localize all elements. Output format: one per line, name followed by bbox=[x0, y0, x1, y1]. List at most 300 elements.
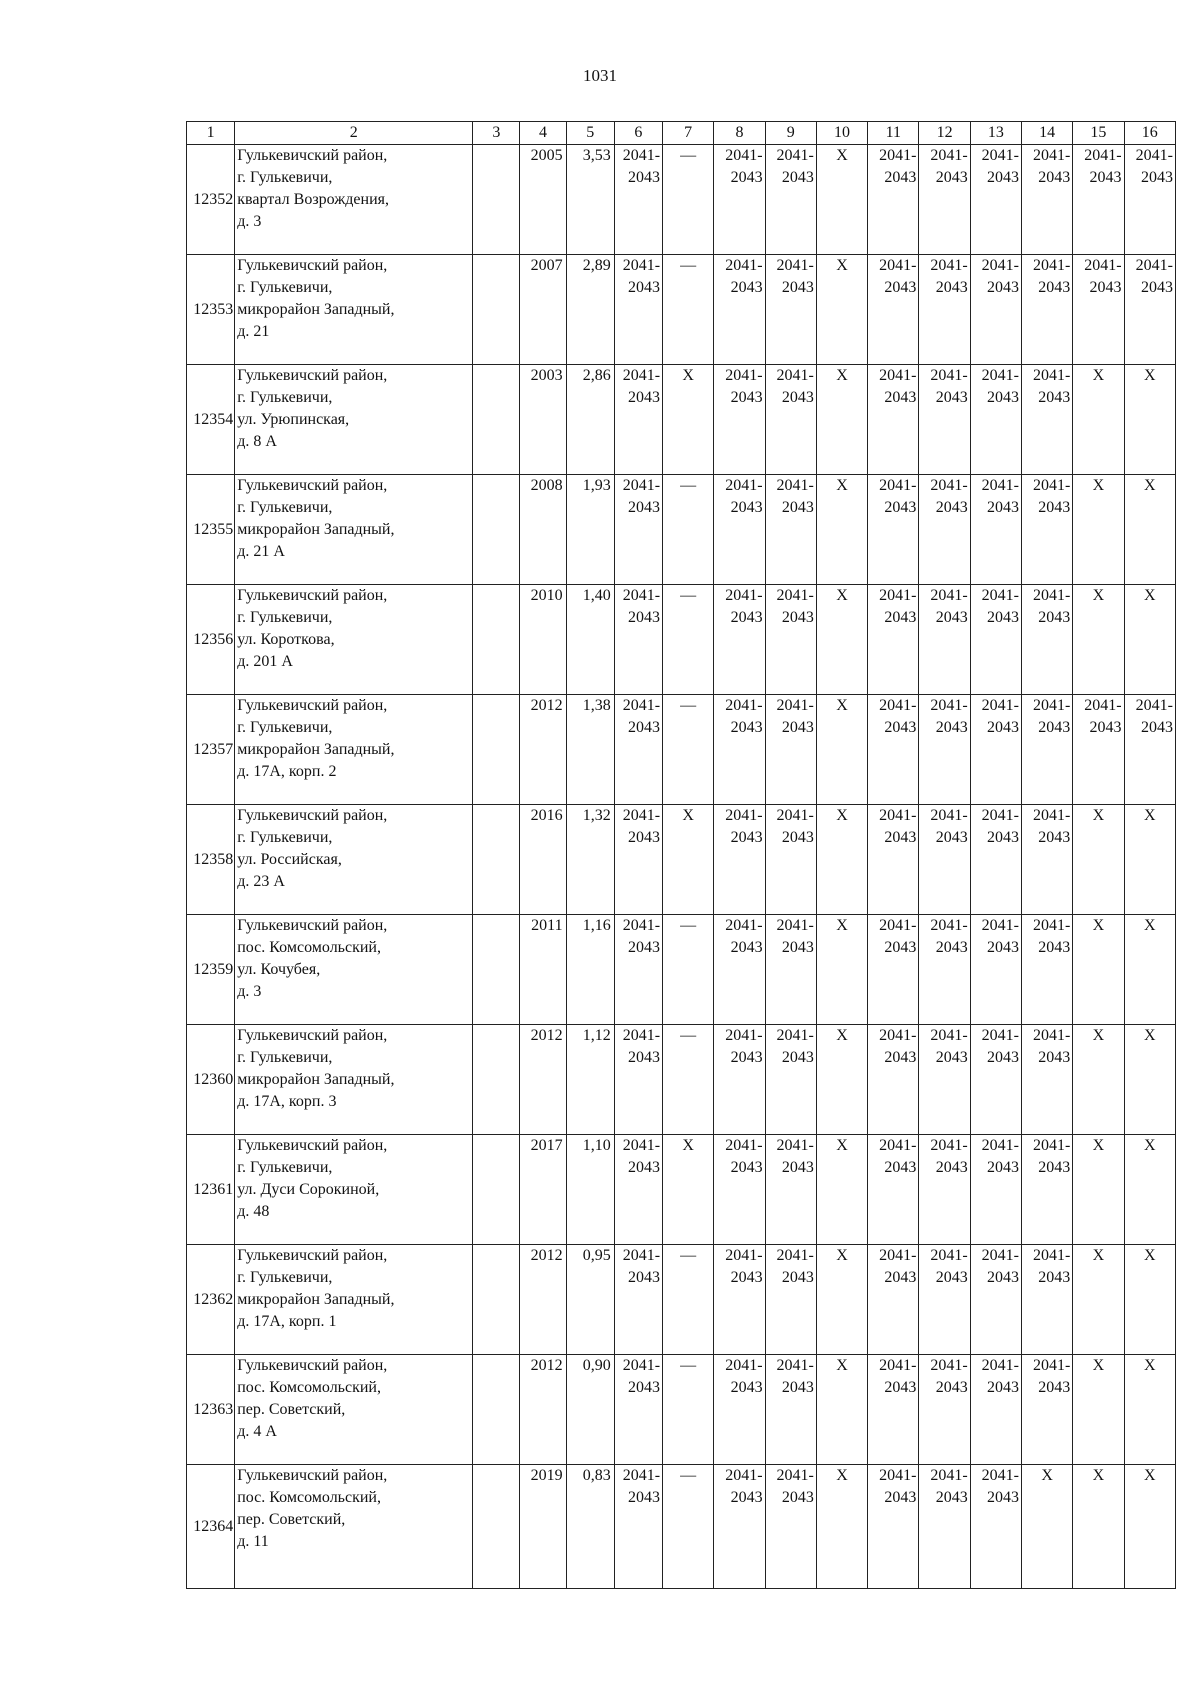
table-row bbox=[187, 1135, 1176, 1245]
column-7-cell bbox=[663, 1025, 714, 1135]
cell-line-1: 2041- bbox=[879, 477, 917, 494]
cell-line-2: 2043 bbox=[884, 169, 917, 186]
cell-line-2: 2043 bbox=[986, 1159, 1019, 1176]
cell-line-1: 2041- bbox=[1032, 917, 1071, 934]
address-line: ул. Дуси Сорокиной, bbox=[237, 1181, 380, 1198]
cell-line-2: 2043 bbox=[935, 939, 968, 956]
column-9-cell bbox=[765, 1355, 816, 1465]
column-header-4: 4 bbox=[520, 122, 566, 145]
column-12-cell bbox=[919, 805, 970, 915]
cell-line-1: 2041- bbox=[1032, 1027, 1071, 1044]
column-header-11: 11 bbox=[868, 122, 919, 145]
cell-line-2: 2043 bbox=[935, 169, 968, 186]
column-11-cell bbox=[868, 365, 919, 475]
column-3-cell bbox=[473, 1465, 520, 1589]
cell-line-2: 2043 bbox=[935, 1049, 968, 1066]
column-8-cell bbox=[714, 915, 765, 1025]
cell-line-1: 2041- bbox=[930, 147, 968, 164]
column-8-cell bbox=[714, 365, 765, 475]
cell-line-1: 2041- bbox=[879, 257, 917, 274]
column-7-cell bbox=[663, 585, 714, 695]
address-line: д. 4 А bbox=[237, 1423, 277, 1440]
cell-line-2: 2043 bbox=[781, 1159, 814, 1176]
cell-line-1: 2041- bbox=[1032, 1137, 1071, 1154]
column-14-cell bbox=[1021, 695, 1072, 805]
address-cell bbox=[235, 1135, 473, 1245]
column-header-12: 12 bbox=[919, 122, 970, 145]
cell-line-2: 2043 bbox=[781, 389, 814, 406]
cell-line-1: 2041- bbox=[622, 477, 661, 494]
address-line: г. Гулькевичи, bbox=[237, 1269, 333, 1286]
cell-line-1: X bbox=[836, 477, 848, 494]
cell-line-2: 2043 bbox=[1038, 829, 1071, 846]
cell-line-1: 2041- bbox=[776, 917, 814, 934]
cell-line-1: 2041- bbox=[981, 1027, 1019, 1044]
column-13-cell bbox=[970, 145, 1021, 255]
address-cell bbox=[235, 365, 473, 475]
column-8-cell bbox=[714, 145, 765, 255]
column-15-cell bbox=[1073, 1355, 1124, 1465]
cell-line-2: 2043 bbox=[628, 1379, 661, 1396]
column-14-cell bbox=[1021, 1245, 1072, 1355]
address-line: г. Гулькевичи, bbox=[237, 829, 333, 846]
table-row bbox=[187, 365, 1176, 475]
cell-line-1: 2041- bbox=[776, 477, 814, 494]
address-line: г. Гулькевичи, bbox=[237, 1049, 333, 1066]
column-6-cell bbox=[614, 695, 662, 805]
column-header-10: 10 bbox=[816, 122, 867, 145]
cell-line-2: 2043 bbox=[628, 279, 661, 296]
year-cell: 2008 bbox=[520, 475, 566, 585]
cell-line-1: 2041- bbox=[776, 1247, 814, 1264]
cell-line-1: X bbox=[836, 917, 848, 934]
column-12-cell bbox=[919, 1245, 970, 1355]
cell-line-1: X bbox=[1092, 807, 1105, 824]
year-cell: 2003 bbox=[520, 365, 566, 475]
address-line: Гулькевичский район, bbox=[237, 807, 388, 824]
address-line: пос. Комсомольский, bbox=[237, 1379, 381, 1396]
cell-line-1: 2041- bbox=[930, 587, 968, 604]
column-6-cell bbox=[614, 475, 662, 585]
row-id-cell: 12359 bbox=[187, 915, 235, 1025]
cell-line-1: 2041- bbox=[981, 587, 1019, 604]
column-14-cell bbox=[1021, 255, 1072, 365]
address-line: д. 17А, корп. 2 bbox=[237, 763, 337, 780]
cell-line-1: 2041- bbox=[725, 1247, 763, 1264]
cell-line-2: 2043 bbox=[884, 1269, 917, 1286]
column-6-cell bbox=[614, 1355, 662, 1465]
cell-line-1: X bbox=[1092, 1247, 1105, 1264]
address-cell bbox=[235, 915, 473, 1025]
cell-line-1: 2041- bbox=[622, 1137, 661, 1154]
value-cell: 1,12 bbox=[566, 1025, 614, 1135]
row-id-cell: 12354 bbox=[187, 365, 235, 475]
column-10-cell bbox=[816, 805, 867, 915]
cell-line-1: — bbox=[680, 1247, 697, 1264]
cell-line-2: 2043 bbox=[884, 939, 917, 956]
cell-line-1: 2041- bbox=[622, 917, 661, 934]
cell-line-1: X bbox=[1143, 1357, 1156, 1374]
column-11-cell bbox=[868, 1465, 919, 1589]
column-11-cell bbox=[868, 695, 919, 805]
column-14-cell bbox=[1021, 915, 1072, 1025]
address-line: ул. Российская, bbox=[237, 851, 342, 868]
cell-line-1: 2041- bbox=[930, 1137, 968, 1154]
year-cell: 2007 bbox=[520, 255, 566, 365]
cell-line-2: 2043 bbox=[781, 499, 814, 516]
cell-line-1: X bbox=[1143, 1027, 1156, 1044]
column-6-cell bbox=[614, 145, 662, 255]
column-11-cell bbox=[868, 805, 919, 915]
cell-line-1: 2041- bbox=[981, 477, 1019, 494]
table-row bbox=[187, 255, 1176, 365]
address-line: микрорайон Западный, bbox=[237, 741, 395, 758]
address-line: Гулькевичский район, bbox=[237, 1027, 388, 1044]
cell-line-2: 2043 bbox=[730, 169, 763, 186]
address-line: пер. Советский, bbox=[237, 1511, 346, 1528]
column-3-cell bbox=[473, 475, 520, 585]
column-13-cell bbox=[970, 915, 1021, 1025]
cell-line-2: 2043 bbox=[884, 279, 917, 296]
column-11-cell bbox=[868, 475, 919, 585]
column-6-cell bbox=[614, 915, 662, 1025]
cell-line-2: 2043 bbox=[884, 499, 917, 516]
cell-line-1: 2041- bbox=[981, 257, 1019, 274]
column-15-cell bbox=[1073, 585, 1124, 695]
column-14-cell bbox=[1021, 1135, 1072, 1245]
cell-line-2: 2043 bbox=[781, 169, 814, 186]
column-10-cell bbox=[816, 1135, 867, 1245]
cell-line-1: 2041- bbox=[1084, 257, 1122, 274]
column-15-cell bbox=[1073, 1465, 1124, 1589]
cell-line-1: 2041- bbox=[930, 1247, 968, 1264]
address-line: Гулькевичский район, bbox=[237, 1357, 388, 1374]
year-cell: 2012 bbox=[520, 1245, 566, 1355]
column-14-cell bbox=[1021, 1355, 1072, 1465]
column-header-9: 9 bbox=[765, 122, 816, 145]
column-7-cell bbox=[663, 1355, 714, 1465]
cell-line-2: 2043 bbox=[628, 389, 661, 406]
value-cell: 0,83 bbox=[566, 1465, 614, 1589]
cell-line-1: 2041- bbox=[622, 587, 661, 604]
value-cell: 2,89 bbox=[566, 255, 614, 365]
cell-line-1: X bbox=[1143, 1247, 1156, 1264]
cell-line-1: X bbox=[1143, 587, 1156, 604]
cell-line-1: X bbox=[836, 807, 848, 824]
cell-line-2: 2043 bbox=[1038, 1379, 1071, 1396]
column-12-cell bbox=[919, 255, 970, 365]
column-16-cell bbox=[1124, 365, 1175, 475]
cell-line-1: 2041- bbox=[1032, 257, 1071, 274]
address-line: г. Гулькевичи, bbox=[237, 389, 333, 406]
year-cell: 2016 bbox=[520, 805, 566, 915]
cell-line-2: 2043 bbox=[730, 609, 763, 626]
column-8-cell bbox=[714, 1135, 765, 1245]
column-3-cell bbox=[473, 695, 520, 805]
cell-line-1: 2041- bbox=[725, 1027, 763, 1044]
column-3-cell bbox=[473, 915, 520, 1025]
table-row bbox=[187, 1025, 1176, 1135]
cell-line-2: 2043 bbox=[730, 829, 763, 846]
address-cell bbox=[235, 805, 473, 915]
column-15-cell bbox=[1073, 365, 1124, 475]
cell-line-1: 2041- bbox=[930, 367, 968, 384]
cell-line-1: 2041- bbox=[776, 1467, 814, 1484]
address-line: ул. Урюпинская, bbox=[237, 411, 350, 428]
cell-line-1: X bbox=[836, 587, 848, 604]
column-7-cell bbox=[663, 915, 714, 1025]
column-header-1: 1 bbox=[187, 122, 235, 145]
cell-line-2: 2043 bbox=[781, 1269, 814, 1286]
value-cell: 1,93 bbox=[566, 475, 614, 585]
address-cell bbox=[235, 1355, 473, 1465]
year-cell: 2010 bbox=[520, 585, 566, 695]
cell-line-1: 2041- bbox=[981, 147, 1019, 164]
row-id-cell: 12360 bbox=[187, 1025, 235, 1135]
column-12-cell bbox=[919, 1025, 970, 1135]
value-cell: 1,40 bbox=[566, 585, 614, 695]
cell-line-1: X bbox=[1143, 477, 1156, 494]
address-line: Гулькевичский район, bbox=[237, 1247, 388, 1264]
cell-line-1: — bbox=[680, 477, 697, 494]
cell-line-2: 2043 bbox=[935, 609, 968, 626]
cell-line-1: 2041- bbox=[725, 587, 763, 604]
cell-line-2: 2043 bbox=[986, 1489, 1019, 1506]
column-7-cell bbox=[663, 1135, 714, 1245]
address-line: г. Гулькевичи, bbox=[237, 499, 333, 516]
column-3-cell bbox=[473, 805, 520, 915]
address-line: д. 17А, корп. 3 bbox=[237, 1093, 337, 1110]
header-row bbox=[187, 122, 1176, 145]
cell-line-2: 2043 bbox=[628, 1269, 661, 1286]
row-id-cell: 12358 bbox=[187, 805, 235, 915]
column-12-cell bbox=[919, 475, 970, 585]
row-id-cell: 12361 bbox=[187, 1135, 235, 1245]
cell-line-1: 2041- bbox=[1084, 147, 1122, 164]
cell-line-1: 2041- bbox=[725, 1357, 763, 1374]
column-10-cell bbox=[816, 585, 867, 695]
cell-line-1: 2041- bbox=[725, 257, 763, 274]
housing-table-container bbox=[186, 121, 1176, 1589]
cell-line-1: 2041- bbox=[725, 697, 763, 714]
cell-line-1: X bbox=[836, 257, 848, 274]
address-cell bbox=[235, 585, 473, 695]
cell-line-2: 2043 bbox=[986, 279, 1019, 296]
cell-line-1: X bbox=[1092, 587, 1105, 604]
address-line: д. 201 А bbox=[237, 653, 293, 670]
column-3-cell bbox=[473, 255, 520, 365]
cell-line-2: 2043 bbox=[935, 499, 968, 516]
column-header-13: 13 bbox=[970, 122, 1021, 145]
column-9-cell bbox=[765, 1135, 816, 1245]
cell-line-1: 2041- bbox=[879, 1247, 917, 1264]
column-14-cell bbox=[1021, 585, 1072, 695]
cell-line-1: 2041- bbox=[981, 367, 1019, 384]
address-line: д. 17А, корп. 1 bbox=[237, 1313, 337, 1330]
column-3-cell bbox=[473, 1135, 520, 1245]
column-header-15: 15 bbox=[1073, 122, 1124, 145]
column-6-cell bbox=[614, 255, 662, 365]
table-row bbox=[187, 585, 1176, 695]
cell-line-1: 2041- bbox=[725, 917, 763, 934]
cell-line-1: 2041- bbox=[879, 587, 917, 604]
cell-line-2: 2043 bbox=[884, 829, 917, 846]
value-cell: 1,32 bbox=[566, 805, 614, 915]
address-line: пер. Советский, bbox=[237, 1401, 346, 1418]
cell-line-2: 2043 bbox=[1089, 279, 1122, 296]
address-line: Гулькевичский район, bbox=[237, 697, 388, 714]
address-line: ул. Кочубея, bbox=[237, 961, 321, 978]
cell-line-2: 2043 bbox=[1038, 499, 1071, 516]
cell-line-2: 2043 bbox=[884, 719, 917, 736]
cell-line-2: 2043 bbox=[935, 829, 968, 846]
address-line: Гулькевичский район, bbox=[237, 367, 388, 384]
column-8-cell bbox=[714, 805, 765, 915]
address-line: пос. Комсомольский, bbox=[237, 939, 381, 956]
cell-line-1: X bbox=[1092, 917, 1105, 934]
column-16-cell bbox=[1124, 695, 1175, 805]
cell-line-1: 2041- bbox=[930, 1027, 968, 1044]
column-15-cell bbox=[1073, 805, 1124, 915]
cell-line-1: X bbox=[1143, 1467, 1156, 1484]
column-9-cell bbox=[765, 1025, 816, 1135]
year-cell: 2019 bbox=[520, 1465, 566, 1589]
column-13-cell bbox=[970, 255, 1021, 365]
cell-line-2: 2043 bbox=[730, 389, 763, 406]
cell-line-1: 2041- bbox=[622, 1027, 661, 1044]
table-row bbox=[187, 1465, 1176, 1589]
column-8-cell bbox=[714, 585, 765, 695]
cell-line-2: 2043 bbox=[986, 169, 1019, 186]
cell-line-1: — bbox=[680, 257, 697, 274]
cell-line-1: 2041- bbox=[622, 147, 661, 164]
column-16-cell bbox=[1124, 475, 1175, 585]
cell-line-1: X bbox=[682, 1137, 694, 1154]
address-line: г. Гулькевичи, bbox=[237, 279, 333, 296]
column-13-cell bbox=[970, 475, 1021, 585]
cell-line-2: 2043 bbox=[628, 499, 661, 516]
address-line: ул. Короткова, bbox=[237, 631, 335, 648]
address-line: микрорайон Западный, bbox=[237, 301, 395, 318]
column-14-cell bbox=[1021, 805, 1072, 915]
cell-line-1: 2041- bbox=[776, 257, 814, 274]
cell-line-2: 2043 bbox=[1141, 169, 1173, 186]
column-6-cell bbox=[614, 1025, 662, 1135]
row-id-cell: 12356 bbox=[187, 585, 235, 695]
cell-line-1: X bbox=[682, 367, 694, 384]
cell-line-2: 2043 bbox=[781, 1489, 814, 1506]
column-15-cell bbox=[1073, 145, 1124, 255]
year-cell: 2011 bbox=[520, 915, 566, 1025]
column-13-cell bbox=[970, 695, 1021, 805]
cell-line-1: 2041- bbox=[622, 697, 661, 714]
column-11-cell bbox=[868, 585, 919, 695]
cell-line-1: 2041- bbox=[879, 1137, 917, 1154]
column-10-cell bbox=[816, 1245, 867, 1355]
cell-line-1: X bbox=[836, 697, 848, 714]
cell-line-1: X bbox=[1092, 477, 1105, 494]
cell-line-2: 2043 bbox=[628, 829, 661, 846]
column-10-cell bbox=[816, 1355, 867, 1465]
column-13-cell bbox=[970, 585, 1021, 695]
column-10-cell bbox=[816, 475, 867, 585]
cell-line-1: — bbox=[680, 1467, 697, 1484]
cell-line-2: 2043 bbox=[884, 1379, 917, 1396]
cell-line-1: X bbox=[1041, 1467, 1053, 1484]
cell-line-1: 2041- bbox=[1135, 697, 1173, 714]
cell-line-1: 2041- bbox=[776, 1137, 814, 1154]
cell-line-2: 2043 bbox=[935, 389, 968, 406]
cell-line-2: 2043 bbox=[781, 279, 814, 296]
column-15-cell bbox=[1073, 1135, 1124, 1245]
cell-line-2: 2043 bbox=[730, 719, 763, 736]
cell-line-1: X bbox=[1143, 807, 1156, 824]
address-line: д. 11 bbox=[237, 1533, 269, 1550]
column-7-cell bbox=[663, 475, 714, 585]
address-line: д. 3 bbox=[237, 983, 262, 1000]
cell-line-1: 2041- bbox=[622, 257, 661, 274]
column-10-cell bbox=[816, 695, 867, 805]
column-15-cell bbox=[1073, 475, 1124, 585]
column-15-cell bbox=[1073, 915, 1124, 1025]
column-9-cell bbox=[765, 255, 816, 365]
column-9-cell bbox=[765, 695, 816, 805]
address-line: Гулькевичский район, bbox=[237, 917, 388, 934]
address-line: д. 48 bbox=[237, 1203, 270, 1220]
cell-line-2: 2043 bbox=[884, 609, 917, 626]
column-8-cell bbox=[714, 1465, 765, 1589]
column-14-cell bbox=[1021, 1025, 1072, 1135]
column-9-cell bbox=[765, 585, 816, 695]
cell-line-1: 2041- bbox=[879, 1467, 917, 1484]
column-header-6: 6 bbox=[614, 122, 662, 145]
column-12-cell bbox=[919, 915, 970, 1025]
column-header-14: 14 bbox=[1021, 122, 1072, 145]
column-3-cell bbox=[473, 1025, 520, 1135]
column-9-cell bbox=[765, 365, 816, 475]
column-6-cell bbox=[614, 365, 662, 475]
row-id-cell: 12362 bbox=[187, 1245, 235, 1355]
column-6-cell bbox=[614, 585, 662, 695]
address-line: квартал Возрождения, bbox=[237, 191, 390, 208]
row-id-cell: 12355 bbox=[187, 475, 235, 585]
table-row bbox=[187, 805, 1176, 915]
cell-line-1: 2041- bbox=[725, 147, 763, 164]
column-8-cell bbox=[714, 1245, 765, 1355]
value-cell: 0,90 bbox=[566, 1355, 614, 1465]
cell-line-1: 2041- bbox=[776, 697, 814, 714]
column-6-cell bbox=[614, 1465, 662, 1589]
column-15-cell bbox=[1073, 255, 1124, 365]
column-header-3: 3 bbox=[473, 122, 520, 145]
column-6-cell bbox=[614, 1245, 662, 1355]
column-12-cell bbox=[919, 1135, 970, 1245]
cell-line-1: X bbox=[1092, 1467, 1105, 1484]
address-line: Гулькевичский район, bbox=[237, 1137, 388, 1154]
cell-line-1: X bbox=[1092, 1357, 1105, 1374]
cell-line-1: 2041- bbox=[1084, 697, 1122, 714]
address-line: Гулькевичский район, bbox=[237, 1467, 388, 1484]
cell-line-1: X bbox=[1092, 1137, 1105, 1154]
cell-line-2: 2043 bbox=[730, 499, 763, 516]
column-14-cell bbox=[1021, 1465, 1072, 1589]
cell-line-2: 2043 bbox=[1038, 719, 1071, 736]
row-id-cell: 12357 bbox=[187, 695, 235, 805]
column-13-cell bbox=[970, 805, 1021, 915]
cell-line-1: X bbox=[836, 1247, 848, 1264]
cell-line-1: — bbox=[680, 1027, 697, 1044]
cell-line-1: 2041- bbox=[776, 807, 814, 824]
